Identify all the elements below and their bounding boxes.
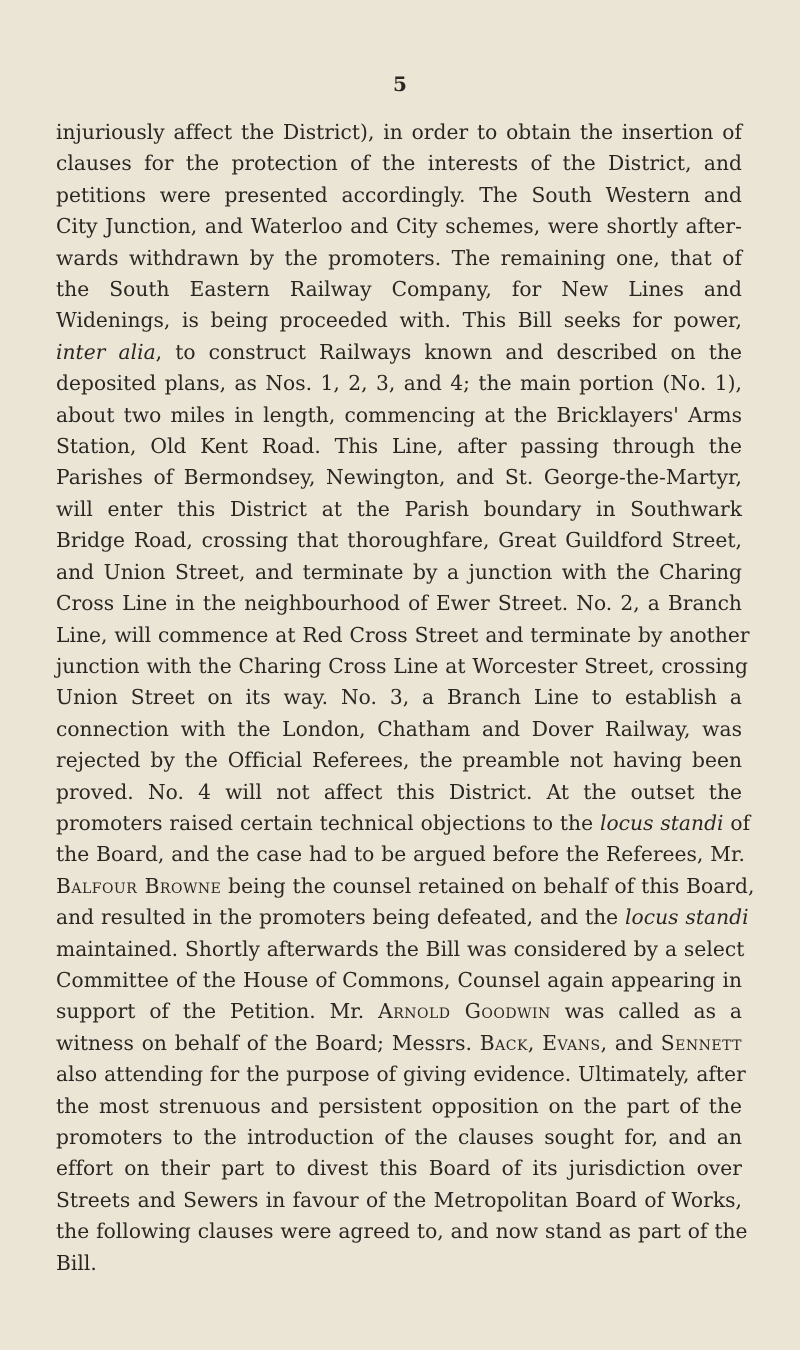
text-line: Streets and Sewers in favour of the Metropolitan Board of Works, — [56, 1187, 742, 1212]
text-line: Line, will commence at Red Cross Street and terminate by another — [56, 622, 750, 647]
text-line: maintained. Shortly afterwards the Bill was considered by a select — [56, 936, 745, 961]
text-line: Widenings, is being proceeded with. This Bill seeks for power, — [56, 308, 742, 333]
text-line: deposited plans, as Nos. 1, 2, 3, and 4; the main portion (No. 1), — [56, 371, 742, 396]
page-number: 5 — [393, 72, 407, 96]
text-line: Station, Old Kent Road. This Line, after passing through the — [56, 434, 742, 459]
text-line: the South Eastern Railway Company, for New Lines and — [56, 277, 742, 302]
text-line: wards withdrawn by the promoters. The remaining one, that of — [56, 245, 742, 270]
text-line: also attending for the purpose of giving evidence. Ultimately, after — [56, 1062, 746, 1087]
person-name: Balfour Browne — [56, 873, 222, 898]
text-line: Bill. — [56, 1250, 97, 1275]
text-line: City Junction, and Waterloo and City schemes, were shortly after- — [56, 214, 742, 239]
text-line: Parishes of Bermondsey, Newington, and St. George-the-Martyr, — [56, 465, 742, 490]
person-name: Sennett — [660, 1030, 743, 1055]
text-line: connection with the London, Chatham and Dover Railway, was — [56, 716, 742, 741]
text-line: injuriously affect the District), in order to obtain the insertion of — [56, 120, 742, 144]
text-line: the following clauses were agreed to, and now stand as part of the — [56, 1219, 748, 1244]
text-line: the Board, and the case had to be argued before the Referees, Mr. — [56, 842, 745, 867]
text-line: petitions were presented accordingly. The South Western and — [56, 182, 742, 207]
text-line: effort on their part to divest this Board of its jurisdiction over — [56, 1156, 742, 1181]
text-line: Bridge Road, crossing that thoroughfare, Great Guildford Street, — [56, 528, 742, 553]
text-line: witness on behalf of the Board; Messrs. Back, Evans, and Sennett — [56, 1030, 743, 1055]
person-name: Arnold Goodwin — [378, 999, 551, 1024]
italic-phrase: locus standi — [625, 905, 749, 930]
person-name: Evans — [542, 1030, 601, 1055]
text-line: promoters raised certain technical objections to the locus standi of — [56, 810, 751, 835]
text-line: inter alia, to construct Railways known and described on the — [56, 339, 742, 364]
text-line: and Union Street, and terminate by a junction with the Charing — [56, 559, 742, 584]
person-name: Back — [479, 1030, 528, 1055]
text-line: junction with the Charing Cross Line at Worcester Street, crossing — [56, 653, 749, 678]
italic-phrase: locus standi — [599, 810, 724, 835]
text-line: Cross Line in the neighbourhood of Ewer Street. No. 2, a Branch — [56, 591, 742, 616]
text-line: clauses for the protection of the interests of the District, and — [56, 151, 742, 176]
text-line: proved. No. 4 will not affect this District. At the outset the — [56, 779, 742, 804]
text-line: promoters to the introduction of the clauses sought for, and an — [56, 1125, 742, 1149]
text-line: Committee of the House of Commons, Counsel again appearing in — [56, 967, 742, 992]
text-line: the most strenuous and persistent opposition on the part of the — [56, 1093, 742, 1118]
text-line: rejected by the Official Referees, the preamble not having been — [56, 748, 742, 773]
body-paragraph — [56, 117, 755, 1279]
text-line: Union Street on its way. No. 3, a Branch Line to establish a — [56, 685, 742, 710]
text-line: about two miles in length, commencing at the Bricklayers' Arms — [56, 402, 742, 427]
text-line: will enter this District at the Parish boundary in Southwark — [56, 496, 742, 521]
text-line: Balfour Browne being the counsel retained on behalf of this Board, — [56, 873, 755, 898]
text-line: support of the Petition. Mr. Arnold Goodwin was called as a — [56, 999, 742, 1024]
italic-phrase: inter alia — [56, 339, 156, 364]
text-line: and resulted in the promoters being defeated, and the locus standi — [56, 905, 749, 930]
